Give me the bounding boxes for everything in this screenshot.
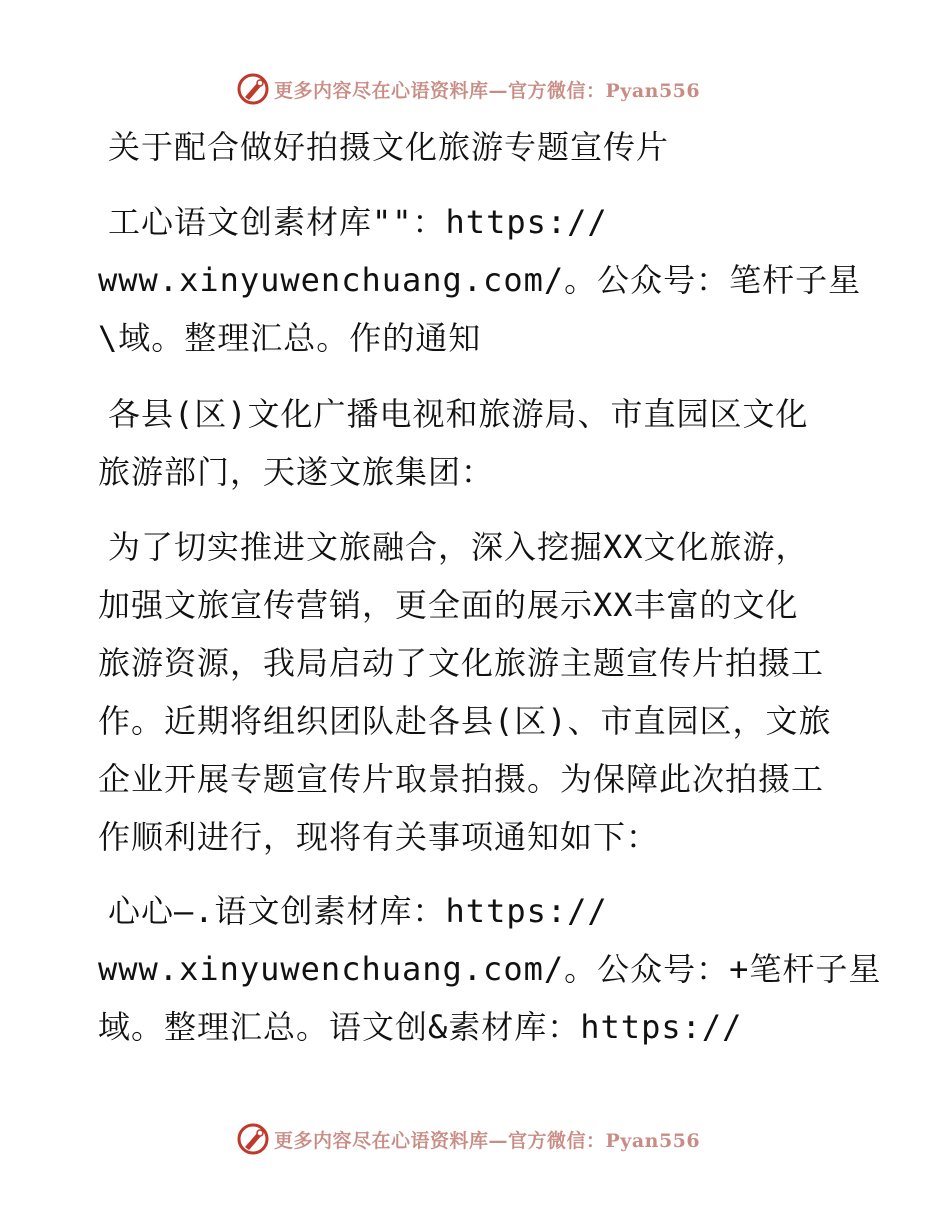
body-line-8: 旅游资源，我局启动了文化旅游主题宣传片拍摄工: [98, 644, 825, 682]
pen-logo-icon: [236, 1122, 270, 1156]
watermark-text: 更多内容尽在心语资料库—官方微信：Pyan556: [274, 1129, 701, 1152]
document-title: 关于配合做好拍摄文化旅游专题宣传片: [108, 128, 670, 166]
body-line-9: 作。近期将组织团队赴各县(区)、市直园区，文旅: [98, 702, 832, 740]
body-line-1: 工心语文创素材库""：https://: [108, 203, 608, 241]
body-line-11: 作顺利进行，现将有关事项通知如下：: [98, 818, 660, 856]
body-line-4: 各县(区)文化广播电视和旅游局、市直园区文化: [108, 395, 809, 433]
body-line-2: www.xinyuwenchuang.com/。公众号：笔杆子星: [98, 261, 862, 299]
header-watermark: [236, 72, 700, 106]
body-line-6: 为了切实推进文旅融合，深入挖掘XX文化旅游，: [108, 528, 809, 566]
body-line-7: 加强文旅宣传营销，更全面的展示XX丰富的文化: [98, 586, 799, 624]
body-line-13: www.xinyuwenchuang.com/。公众号：+笔杆子星: [98, 950, 882, 988]
body-line-14: 域。整理汇总。语文创&素材库：https://: [98, 1008, 743, 1046]
footer-watermark: [236, 1122, 700, 1156]
watermark-text: 更多内容尽在心语资料库—官方微信：Pyan556: [274, 79, 701, 102]
body-line-10: 企业开展专题宣传片取景拍摄。为保障此次拍摄工: [98, 760, 825, 798]
body-line-12: 心心—.语文创素材库：https://: [108, 892, 608, 930]
pen-logo-icon: [236, 72, 270, 106]
body-line-3: \域。整理汇总。作的通知: [98, 319, 482, 357]
body-line-5: 旅游部门，天遂文旅集团：: [98, 453, 495, 491]
